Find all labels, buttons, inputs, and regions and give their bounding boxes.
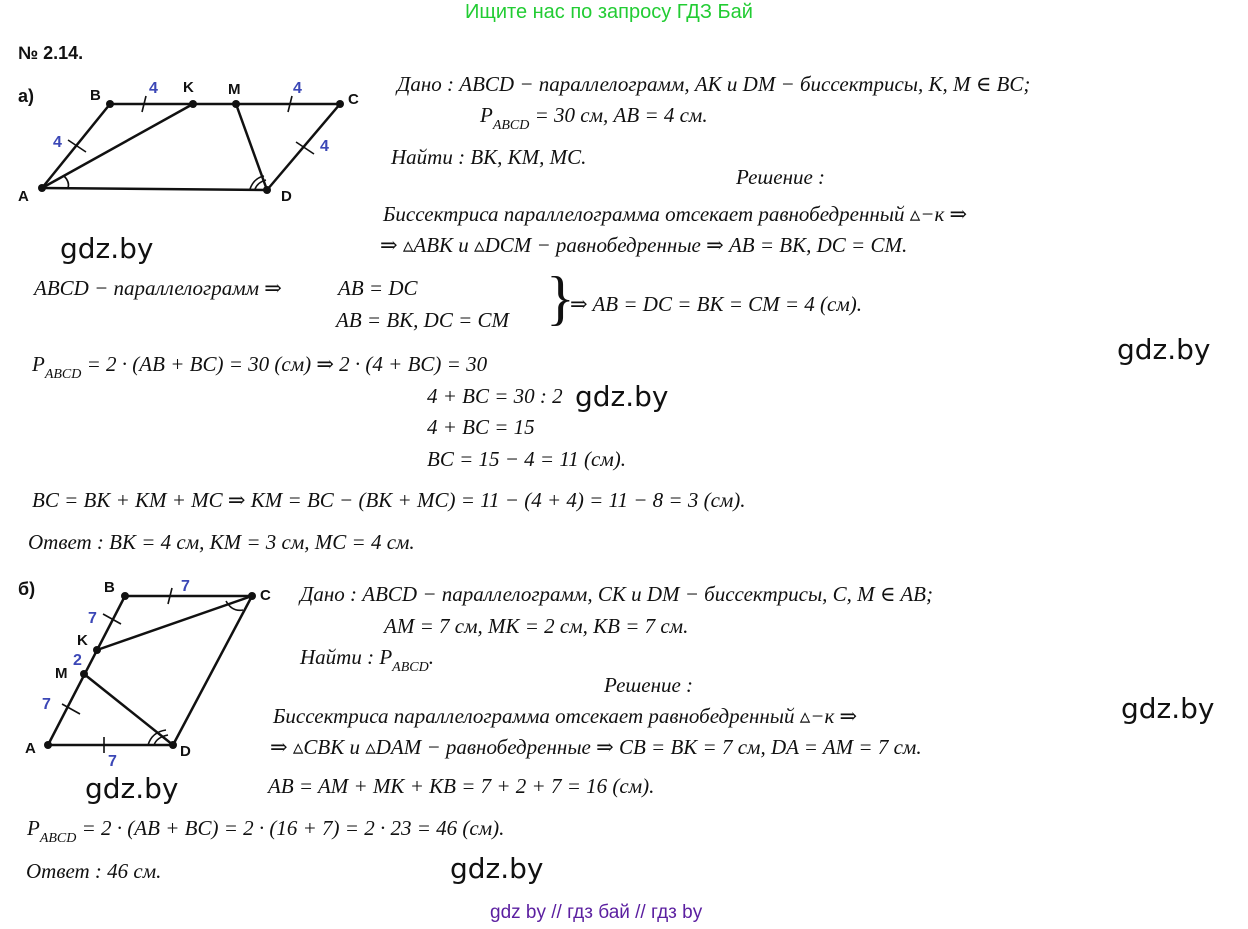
label-point-c: C bbox=[348, 91, 359, 108]
part-b-label: б) bbox=[18, 579, 36, 599]
a-system-result: ⇒ AB = DC = BK = CM = 4 (см). bbox=[570, 292, 863, 316]
b-solution-line-2: ⇒ ▵CBK и ▵DAM − равнобедренные ⇒ CB = BK = 7 см, DA = AM = 7 см. bbox=[270, 735, 922, 759]
b-find: Найти : $P_{ABCD}$. bbox=[300, 645, 434, 675]
a-solution-line-1: Биссектриса параллелограмма отсекает равнобедренный ▵−к ⇒ bbox=[383, 202, 968, 226]
b-solution-title: Решение : bbox=[604, 673, 694, 697]
part-a-label: а) bbox=[18, 86, 35, 106]
watermark: gdz.by bbox=[60, 232, 154, 265]
length-ab: 4 bbox=[53, 134, 62, 151]
a-system-row-1: AB = DC bbox=[338, 276, 418, 300]
label-point-a: A bbox=[25, 740, 36, 757]
length-bc: 7 bbox=[181, 578, 190, 595]
label-point-a: A bbox=[18, 188, 29, 205]
b-answer: Ответ : 46 см. bbox=[26, 859, 162, 883]
a-step-1: 4 + BC = 30 : 2 bbox=[427, 384, 563, 408]
label-point-b: B bbox=[104, 579, 115, 596]
watermark: gdz.by bbox=[1117, 333, 1211, 366]
a-step-3: BC = 15 − 4 = 11 (см). bbox=[427, 447, 626, 471]
label-point-k: K bbox=[77, 632, 88, 649]
label-point-d: D bbox=[180, 743, 191, 760]
watermark: gdz.by bbox=[450, 852, 544, 885]
a-given-line-1: Дано : ABCD − параллелограмм, AK и DM − биссектрисы, K, M ∈ BC; bbox=[397, 72, 1031, 96]
a-system-brace: } bbox=[546, 265, 575, 331]
label-point-b: B bbox=[90, 87, 101, 104]
watermark: gdz.by bbox=[85, 772, 179, 805]
a-km-line: BC = BK + KM + MC ⇒ KM = BC − (BK + MC) = 11 − (4 + 4) = 11 − 8 = 3 (см). bbox=[32, 488, 746, 512]
length-bk: 4 bbox=[149, 80, 158, 97]
a-system-row-2: AB = BK, DC = CM bbox=[336, 308, 510, 332]
a-solution-title: Решение : bbox=[736, 165, 826, 189]
footer-links[interactable]: gdz by // гдз бай // гдз by bbox=[490, 902, 703, 923]
length-bk: 7 bbox=[88, 610, 97, 627]
a-perimeter-line: $P_{ABCD} = 2 \cdot (AB + BC) = 30$ (см) ⇒ 2 · (4 + BC) = 30 bbox=[32, 352, 488, 382]
label-point-k: K bbox=[183, 79, 194, 96]
length-mc: 4 bbox=[293, 80, 302, 97]
figure-a-parallelogram bbox=[0, 60, 380, 220]
watermark: gdz.by bbox=[1121, 692, 1215, 725]
a-system-left: ABCD − параллелограмм ⇒ bbox=[34, 276, 282, 300]
label-point-d: D bbox=[281, 188, 292, 205]
length-cd: 4 bbox=[320, 138, 329, 155]
b-given-line-1: Дано : ABCD − параллелограмм, CK и DM − биссектрисы, C, M ∈ AB; bbox=[300, 582, 933, 606]
a-step-2: 4 + BC = 15 bbox=[427, 415, 535, 439]
length-ad: 7 bbox=[108, 753, 117, 770]
b-perimeter-line: $P_{ABCD} = 2 \cdot (AB + BC) = 2 \cdot (16 + 7) = 2 \cdot 23 = 46$ (см). bbox=[27, 816, 505, 846]
a-find: Найти : BK, KM, MC. bbox=[391, 145, 587, 169]
b-given-line-2: AM = 7 см, MK = 2 см, KB = 7 см. bbox=[384, 614, 689, 638]
watermark: gdz.by bbox=[575, 380, 669, 413]
header-link[interactable]: Ищите нас по запросу ГДЗ Бай bbox=[465, 1, 753, 23]
label-point-m: M bbox=[228, 81, 241, 98]
a-given-line-2: $P_{ABCD} = 30$ см, AB = 4 см. bbox=[480, 103, 708, 133]
problem-number: № 2.14. bbox=[18, 43, 84, 63]
length-am: 7 bbox=[42, 696, 51, 713]
a-solution-line-2: ⇒ ▵ABK и ▵DCM − равнобедренные ⇒ AB = BK, DC = CM. bbox=[380, 233, 908, 257]
label-point-c: C bbox=[260, 587, 271, 604]
figure-b-parallelogram bbox=[0, 570, 290, 770]
b-solution-line-1: Биссектриса параллелограмма отсекает равнобедренный ▵−к ⇒ bbox=[273, 704, 858, 728]
a-answer: Ответ : BK = 4 см, KM = 3 см, MC = 4 см. bbox=[28, 530, 415, 554]
label-point-m: M bbox=[55, 665, 68, 682]
b-ab-line: AB = AM + MK + KB = 7 + 2 + 7 = 16 (см). bbox=[268, 774, 655, 798]
length-mk: 2 bbox=[73, 652, 82, 669]
